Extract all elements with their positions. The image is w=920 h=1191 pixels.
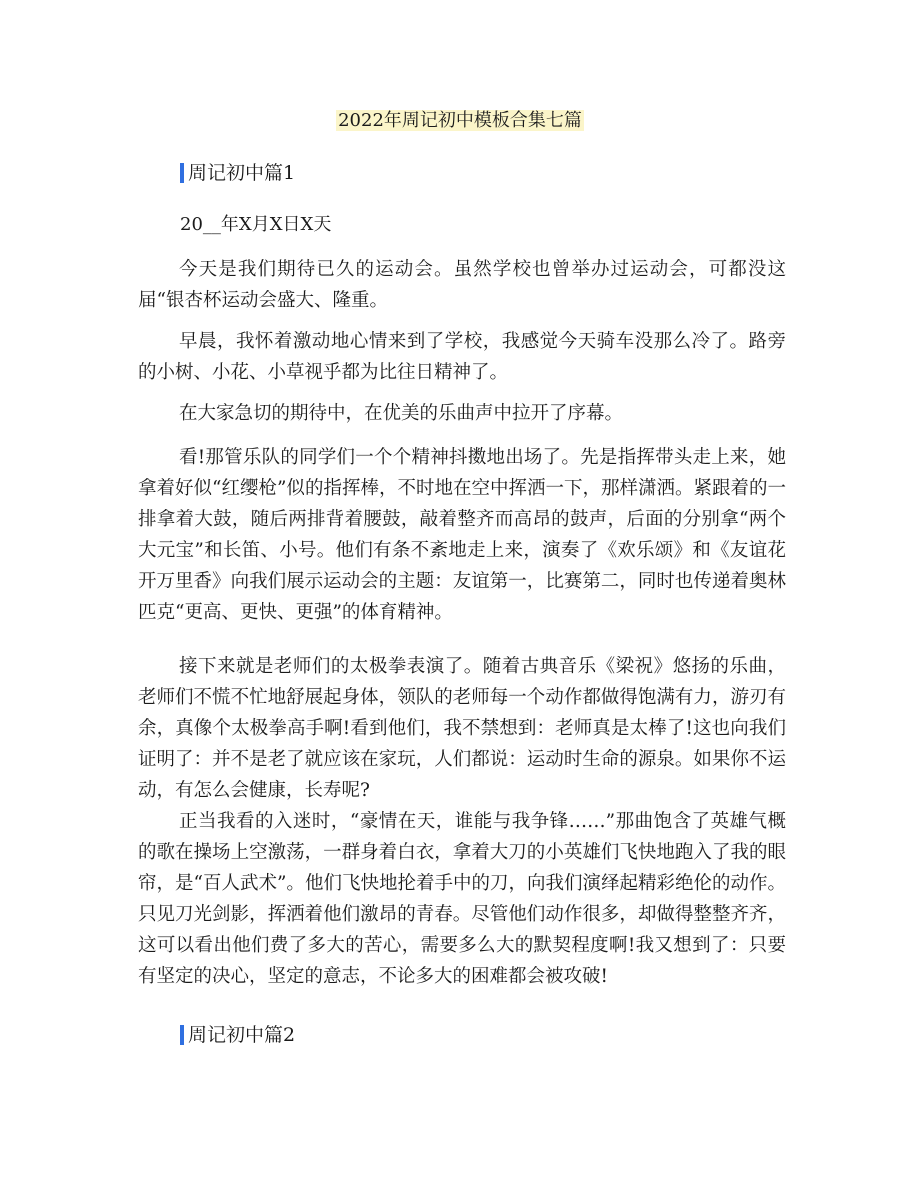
paragraph-5: 接下来就是老师们的太极拳表演了。随着古典音乐《梁祝》悠扬的乐曲，老师们不慌不忙地舒展起身体，领队的老师每一个动作都做得饱满有力，游刃有余，真像个太极拳高手啊!看到他们，我不禁想到：老师真是太棒了!这也向我们证明了：并不是老了就应该在家玩，人们都说：运动时生命的源泉。如果你不运动，有怎么会健康，长寿呢? xyxy=(138,656,786,801)
heading-marker-bar xyxy=(180,1025,184,1045)
paragraph-2: 早晨，我怀着激动地心情来到了学校，我感觉今天骑车没那么冷了。路旁的小树、小花、小草视乎都为比往日精神了。 xyxy=(138,331,786,383)
date-line: 20__年X月X日X天 xyxy=(180,214,332,235)
paragraph-6: 正当我看的入迷时，“豪情在天，谁能与我争锋……”那曲饱含了英雄气概的歌在操场上空激荡，一群身着白衣，拿着大刀的小英雄们飞快地跑入了我的眼帘，是“百人武术”。他们飞快地抡着手中的刀，向我们演绎起精彩绝伦的动作。只见刀光剑影，挥洒着他们激昂的青春。尽管他们动作很多，却做得整整齐齐，这可以看出他们费了多大的苦心，需要多么大的默契程度啊!我又想到了：只要有坚定的决心，坚定的意志，不论多大的困难都会被攻破! xyxy=(138,811,786,987)
section-heading-2-text: 周记初中篇2 xyxy=(188,1024,296,1046)
paragraph-1: 今天是我们期待已久的运动会。虽然学校也曾举办过运动会，可都没这届“银杏杯运动会盛大、隆重。 xyxy=(138,259,786,311)
section-heading-1 xyxy=(180,160,295,186)
document-title-text: 2022年周记初中模板合集七篇 xyxy=(338,110,582,131)
section-heading-2 xyxy=(180,1022,295,1048)
paragraph-4: 看!那管乐队的同学们一个个精神抖擞地出场了。先是指挥带头走上来，她拿着好似“红缨枪”似的指挥棒，不时地在空中挥洒一下，那样潇洒。紧跟着的一排拿着大鼓，随后两排背着腰鼓，敲着整齐而高昂的鼓声，后面的分别拿“两个大元宝”和长笛、小号。他们有条不紊地走上来，演奏了《欢乐颂》和《友谊花开万里香》向我们展示运动会的主题：友谊第一，比赛第二，同时也传递着奥林匹克“更高、更快、更强”的体育精神。 xyxy=(138,447,786,623)
heading-marker-bar xyxy=(180,163,184,183)
paragraph-3: 在大家急切的期待中，在优美的乐曲声中拉开了序幕。 xyxy=(179,403,624,424)
document-title xyxy=(0,108,920,134)
section-heading-1-text: 周记初中篇1 xyxy=(188,162,296,184)
